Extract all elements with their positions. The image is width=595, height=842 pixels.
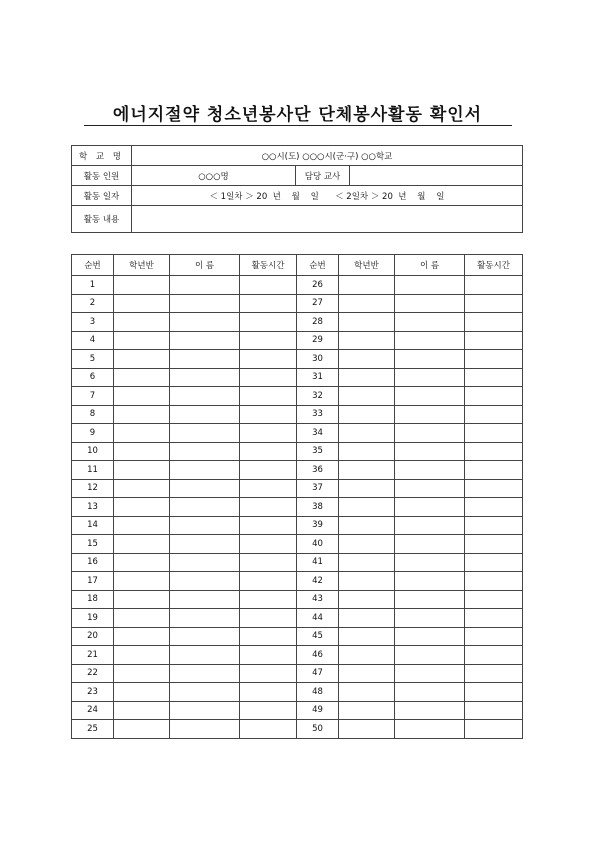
school-value[interactable]: ○○시(도) ○○○시(군·구) ○○학교 bbox=[132, 146, 523, 166]
hours-cell[interactable] bbox=[465, 609, 523, 628]
grade-class-cell[interactable] bbox=[114, 424, 170, 443]
hours-cell[interactable] bbox=[465, 535, 523, 554]
hours-cell[interactable] bbox=[465, 590, 523, 609]
name-cell[interactable] bbox=[395, 590, 465, 609]
teacher-value[interactable] bbox=[350, 166, 523, 186]
row-number: 16 bbox=[72, 553, 114, 572]
hours-cell[interactable] bbox=[465, 553, 523, 572]
row-number: 27 bbox=[297, 294, 339, 313]
row-number: 3 bbox=[72, 313, 114, 332]
hours-cell[interactable] bbox=[465, 720, 523, 739]
name-cell[interactable] bbox=[395, 646, 465, 665]
table-row bbox=[72, 683, 523, 702]
name-cell[interactable] bbox=[395, 701, 465, 720]
hours-cell[interactable] bbox=[465, 664, 523, 683]
grade-class-cell[interactable] bbox=[339, 405, 395, 424]
hours-cell[interactable] bbox=[240, 701, 297, 720]
grade-class-cell[interactable] bbox=[339, 701, 395, 720]
row-number: 26 bbox=[297, 276, 339, 295]
name-cell[interactable] bbox=[170, 442, 240, 461]
name-cell[interactable] bbox=[395, 498, 465, 517]
table-row bbox=[72, 498, 523, 517]
name-cell[interactable] bbox=[395, 461, 465, 480]
hours-cell[interactable] bbox=[465, 701, 523, 720]
header-number: 순번 bbox=[297, 255, 339, 276]
hours-cell[interactable] bbox=[240, 683, 297, 702]
table-row bbox=[72, 350, 523, 369]
row-number: 14 bbox=[72, 516, 114, 535]
grade-class-cell[interactable] bbox=[339, 461, 395, 480]
table-row bbox=[72, 294, 523, 313]
hours-cell[interactable] bbox=[465, 350, 523, 369]
hours-cell[interactable] bbox=[465, 331, 523, 350]
hours-cell[interactable] bbox=[465, 683, 523, 702]
hours-cell[interactable] bbox=[465, 424, 523, 443]
table-row bbox=[72, 609, 523, 628]
hours-cell[interactable] bbox=[240, 609, 297, 628]
name-cell[interactable] bbox=[395, 609, 465, 628]
hours-cell[interactable] bbox=[240, 479, 297, 498]
grade-class-cell[interactable] bbox=[114, 701, 170, 720]
name-cell[interactable] bbox=[170, 683, 240, 702]
hours-cell[interactable] bbox=[240, 294, 297, 313]
grade-class-cell[interactable] bbox=[339, 368, 395, 387]
row-number: 38 bbox=[297, 498, 339, 517]
row-number: 24 bbox=[72, 701, 114, 720]
date-value[interactable]: ＜ 1일차 ＞ 20 년 월 일 ＜ 2일차 ＞ 20 년 월 일 bbox=[132, 186, 523, 206]
date-row bbox=[72, 186, 523, 206]
name-cell[interactable] bbox=[170, 498, 240, 517]
content-label: 활동 내용 bbox=[72, 206, 132, 233]
grade-class-cell[interactable] bbox=[114, 609, 170, 628]
hours-cell[interactable] bbox=[465, 572, 523, 591]
row-number: 42 bbox=[297, 572, 339, 591]
row-number: 17 bbox=[72, 572, 114, 591]
table-row bbox=[72, 461, 523, 480]
row-number: 50 bbox=[297, 720, 339, 739]
name-cell[interactable] bbox=[395, 405, 465, 424]
roster-table bbox=[71, 254, 523, 739]
header-number: 순번 bbox=[72, 255, 114, 276]
row-number: 20 bbox=[72, 627, 114, 646]
row-number: 13 bbox=[72, 498, 114, 517]
grade-class-cell[interactable] bbox=[339, 664, 395, 683]
row-number: 30 bbox=[297, 350, 339, 369]
table-row bbox=[72, 313, 523, 332]
row-number: 47 bbox=[297, 664, 339, 683]
name-cell[interactable] bbox=[395, 683, 465, 702]
grade-class-cell[interactable] bbox=[339, 350, 395, 369]
name-cell[interactable] bbox=[170, 424, 240, 443]
name-cell[interactable] bbox=[170, 405, 240, 424]
hours-cell[interactable] bbox=[465, 516, 523, 535]
header-hours: 활동시간 bbox=[240, 255, 297, 276]
content-value[interactable] bbox=[132, 206, 523, 233]
name-cell[interactable] bbox=[170, 664, 240, 683]
info-table bbox=[71, 145, 523, 233]
grade-class-cell[interactable] bbox=[339, 590, 395, 609]
row-number: 4 bbox=[72, 331, 114, 350]
name-cell[interactable] bbox=[395, 664, 465, 683]
row-number: 15 bbox=[72, 535, 114, 554]
grade-class-cell[interactable] bbox=[339, 387, 395, 406]
grade-class-cell[interactable] bbox=[339, 313, 395, 332]
hours-cell[interactable] bbox=[465, 294, 523, 313]
row-number: 25 bbox=[72, 720, 114, 739]
grade-class-cell[interactable] bbox=[339, 609, 395, 628]
name-cell[interactable] bbox=[170, 627, 240, 646]
row-number: 18 bbox=[72, 590, 114, 609]
row-number: 41 bbox=[297, 553, 339, 572]
row-number: 32 bbox=[297, 387, 339, 406]
hours-cell[interactable] bbox=[240, 498, 297, 517]
grade-class-cell[interactable] bbox=[339, 516, 395, 535]
hours-cell[interactable] bbox=[240, 442, 297, 461]
row-number: 8 bbox=[72, 405, 114, 424]
name-cell[interactable] bbox=[395, 442, 465, 461]
grade-class-cell[interactable] bbox=[114, 720, 170, 739]
table-row bbox=[72, 646, 523, 665]
grade-class-cell[interactable] bbox=[114, 683, 170, 702]
row-number: 1 bbox=[72, 276, 114, 295]
name-cell[interactable] bbox=[170, 516, 240, 535]
participants-label: 활동 인원 bbox=[72, 166, 132, 186]
hours-cell[interactable] bbox=[240, 572, 297, 591]
grade-class-cell[interactable] bbox=[339, 535, 395, 554]
hours-cell[interactable] bbox=[240, 535, 297, 554]
grade-class-cell[interactable] bbox=[114, 553, 170, 572]
grade-class-cell[interactable] bbox=[339, 498, 395, 517]
hours-cell[interactable] bbox=[240, 646, 297, 665]
name-cell[interactable] bbox=[170, 461, 240, 480]
header-grade-class: 학년반 bbox=[114, 255, 170, 276]
grade-class-cell[interactable] bbox=[114, 646, 170, 665]
grade-class-cell[interactable] bbox=[339, 627, 395, 646]
name-cell[interactable] bbox=[170, 553, 240, 572]
grade-class-cell[interactable] bbox=[114, 590, 170, 609]
table-row bbox=[72, 627, 523, 646]
hours-cell[interactable] bbox=[465, 368, 523, 387]
hours-cell[interactable] bbox=[240, 553, 297, 572]
hours-cell[interactable] bbox=[240, 720, 297, 739]
table-row bbox=[72, 331, 523, 350]
name-cell[interactable] bbox=[170, 479, 240, 498]
grade-class-cell[interactable] bbox=[114, 479, 170, 498]
grade-class-cell[interactable] bbox=[339, 424, 395, 443]
name-cell[interactable] bbox=[395, 516, 465, 535]
title-underline bbox=[84, 125, 512, 126]
name-cell[interactable] bbox=[395, 720, 465, 739]
name-cell[interactable] bbox=[170, 331, 240, 350]
roster-body bbox=[72, 276, 523, 739]
date-label: 활동 일자 bbox=[72, 186, 132, 206]
hours-cell[interactable] bbox=[240, 590, 297, 609]
name-cell[interactable] bbox=[170, 720, 240, 739]
row-number: 21 bbox=[72, 646, 114, 665]
name-cell[interactable] bbox=[170, 590, 240, 609]
grade-class-cell[interactable] bbox=[339, 572, 395, 591]
row-number: 37 bbox=[297, 479, 339, 498]
row-number: 43 bbox=[297, 590, 339, 609]
grade-class-cell[interactable] bbox=[114, 313, 170, 332]
hours-cell[interactable] bbox=[240, 350, 297, 369]
row-number: 35 bbox=[297, 442, 339, 461]
name-cell[interactable] bbox=[395, 387, 465, 406]
roster-header-row bbox=[72, 255, 523, 276]
grade-class-cell[interactable] bbox=[114, 276, 170, 295]
hours-cell[interactable] bbox=[465, 442, 523, 461]
name-cell[interactable] bbox=[395, 572, 465, 591]
table-row bbox=[72, 535, 523, 554]
name-cell[interactable] bbox=[170, 701, 240, 720]
name-cell[interactable] bbox=[395, 350, 465, 369]
name-cell[interactable] bbox=[395, 331, 465, 350]
row-number: 11 bbox=[72, 461, 114, 480]
hours-cell[interactable] bbox=[240, 664, 297, 683]
hours-cell[interactable] bbox=[465, 461, 523, 480]
participants-row bbox=[72, 166, 523, 186]
grade-class-cell[interactable] bbox=[114, 461, 170, 480]
name-cell[interactable] bbox=[170, 535, 240, 554]
content-row bbox=[72, 206, 523, 233]
grade-class-cell[interactable] bbox=[114, 572, 170, 591]
name-cell[interactable] bbox=[395, 313, 465, 332]
table-row bbox=[72, 516, 523, 535]
row-number: 7 bbox=[72, 387, 114, 406]
table-row bbox=[72, 590, 523, 609]
grade-class-cell[interactable] bbox=[114, 664, 170, 683]
hours-cell[interactable] bbox=[465, 646, 523, 665]
row-number: 29 bbox=[297, 331, 339, 350]
name-cell[interactable] bbox=[170, 276, 240, 295]
hours-cell[interactable] bbox=[240, 331, 297, 350]
grade-class-cell[interactable] bbox=[339, 553, 395, 572]
name-cell[interactable] bbox=[395, 627, 465, 646]
name-cell[interactable] bbox=[395, 276, 465, 295]
table-row bbox=[72, 720, 523, 739]
hours-cell[interactable] bbox=[240, 516, 297, 535]
hours-cell[interactable] bbox=[465, 313, 523, 332]
name-cell[interactable] bbox=[170, 294, 240, 313]
grade-class-cell[interactable] bbox=[114, 516, 170, 535]
row-number: 46 bbox=[297, 646, 339, 665]
row-number: 31 bbox=[297, 368, 339, 387]
row-number: 19 bbox=[72, 609, 114, 628]
row-number: 39 bbox=[297, 516, 339, 535]
row-number: 36 bbox=[297, 461, 339, 480]
name-cell[interactable] bbox=[170, 350, 240, 369]
name-cell[interactable] bbox=[395, 479, 465, 498]
row-number: 6 bbox=[72, 368, 114, 387]
row-number: 33 bbox=[297, 405, 339, 424]
row-number: 12 bbox=[72, 479, 114, 498]
header-name: 이 름 bbox=[170, 255, 240, 276]
hours-cell[interactable] bbox=[240, 405, 297, 424]
name-cell[interactable] bbox=[395, 535, 465, 554]
name-cell[interactable] bbox=[395, 553, 465, 572]
table-row bbox=[72, 424, 523, 443]
row-number: 45 bbox=[297, 627, 339, 646]
hours-cell[interactable] bbox=[465, 627, 523, 646]
name-cell[interactable] bbox=[170, 387, 240, 406]
hours-cell[interactable] bbox=[240, 461, 297, 480]
grade-class-cell[interactable] bbox=[114, 368, 170, 387]
grade-class-cell[interactable] bbox=[114, 350, 170, 369]
grade-class-cell[interactable] bbox=[339, 331, 395, 350]
table-row bbox=[72, 701, 523, 720]
page-title: 에너지절약 청소년봉사단 단체봉사활동 확인서 bbox=[112, 105, 483, 125]
table-row bbox=[72, 664, 523, 683]
name-cell[interactable] bbox=[395, 424, 465, 443]
hours-cell[interactable] bbox=[465, 405, 523, 424]
row-number: 49 bbox=[297, 701, 339, 720]
grade-class-cell[interactable] bbox=[339, 294, 395, 313]
school-row bbox=[72, 146, 523, 166]
name-cell[interactable] bbox=[170, 572, 240, 591]
header-grade-class: 학년반 bbox=[339, 255, 395, 276]
header-name: 이 름 bbox=[395, 255, 465, 276]
row-number: 10 bbox=[72, 442, 114, 461]
hours-cell[interactable] bbox=[240, 368, 297, 387]
hours-cell[interactable] bbox=[240, 387, 297, 406]
grade-class-cell[interactable] bbox=[114, 294, 170, 313]
table-row bbox=[72, 368, 523, 387]
hours-cell[interactable] bbox=[465, 387, 523, 406]
table-row bbox=[72, 405, 523, 424]
row-number: 9 bbox=[72, 424, 114, 443]
name-cell[interactable] bbox=[395, 294, 465, 313]
grade-class-cell[interactable] bbox=[339, 646, 395, 665]
grade-class-cell[interactable] bbox=[339, 720, 395, 739]
grade-class-cell[interactable] bbox=[339, 683, 395, 702]
grade-class-cell[interactable] bbox=[339, 442, 395, 461]
table-row bbox=[72, 479, 523, 498]
row-number: 2 bbox=[72, 294, 114, 313]
row-number: 28 bbox=[297, 313, 339, 332]
table-row bbox=[72, 387, 523, 406]
grade-class-cell[interactable] bbox=[339, 479, 395, 498]
hours-cell[interactable] bbox=[240, 627, 297, 646]
participants-value[interactable]: ○○○명 bbox=[132, 166, 296, 186]
row-number: 22 bbox=[72, 664, 114, 683]
name-cell[interactable] bbox=[170, 646, 240, 665]
school-label: 학 교 명 bbox=[72, 146, 132, 166]
hours-cell[interactable] bbox=[465, 479, 523, 498]
teacher-label: 담당 교사 bbox=[296, 166, 350, 186]
name-cell[interactable] bbox=[170, 313, 240, 332]
table-row bbox=[72, 572, 523, 591]
grade-class-cell[interactable] bbox=[114, 627, 170, 646]
hours-cell[interactable] bbox=[240, 313, 297, 332]
grade-class-cell[interactable] bbox=[114, 331, 170, 350]
row-number: 44 bbox=[297, 609, 339, 628]
row-number: 23 bbox=[72, 683, 114, 702]
hours-cell[interactable] bbox=[240, 424, 297, 443]
table-row bbox=[72, 276, 523, 295]
row-number: 5 bbox=[72, 350, 114, 369]
hours-cell[interactable] bbox=[465, 276, 523, 295]
table-row bbox=[72, 442, 523, 461]
grade-class-cell[interactable] bbox=[114, 498, 170, 517]
name-cell[interactable] bbox=[170, 609, 240, 628]
name-cell[interactable] bbox=[170, 368, 240, 387]
grade-class-cell[interactable] bbox=[114, 535, 170, 554]
hours-cell[interactable] bbox=[465, 498, 523, 517]
grade-class-cell[interactable] bbox=[114, 442, 170, 461]
table-row bbox=[72, 553, 523, 572]
hours-cell[interactable] bbox=[240, 276, 297, 295]
grade-class-cell[interactable] bbox=[339, 276, 395, 295]
name-cell[interactable] bbox=[395, 368, 465, 387]
row-number: 48 bbox=[297, 683, 339, 702]
grade-class-cell[interactable] bbox=[114, 405, 170, 424]
row-number: 40 bbox=[297, 535, 339, 554]
grade-class-cell[interactable] bbox=[114, 387, 170, 406]
header-hours: 활동시간 bbox=[465, 255, 523, 276]
row-number: 34 bbox=[297, 424, 339, 443]
